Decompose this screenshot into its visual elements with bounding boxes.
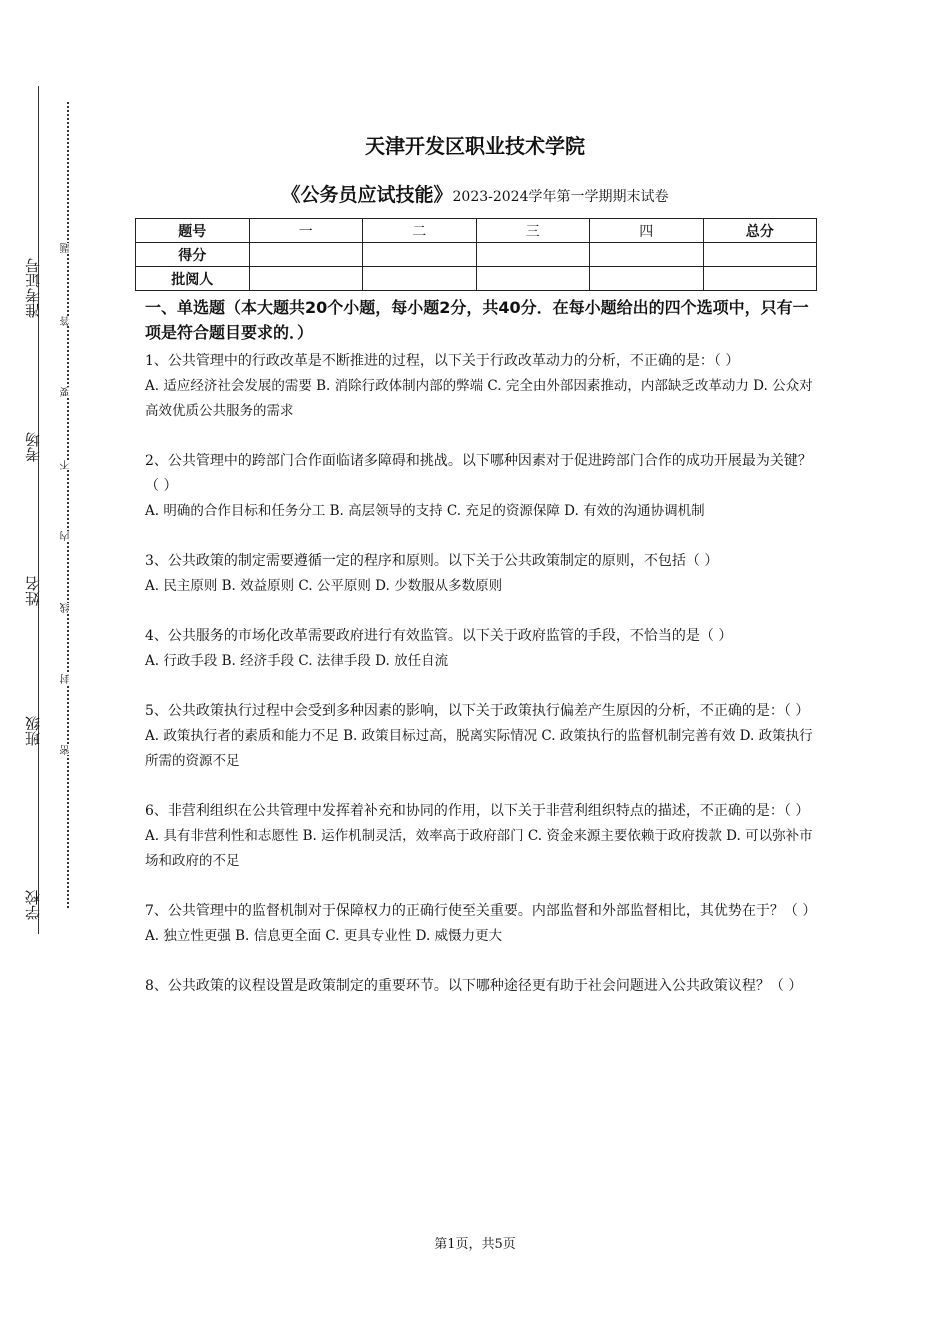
school-title: 天津开发区职业技术学院 (365, 134, 585, 158)
question-options: A. 行政手段 B. 经济手段 C. 法律手段 D. 放任自流 (145, 653, 449, 669)
seal-char: 不 (61, 460, 72, 470)
score-header-cell: 二 (363, 219, 477, 243)
score-cell[interactable] (590, 267, 704, 291)
question-item (145, 899, 815, 949)
exam-room-label: 考场 (24, 432, 42, 462)
score-header-cell: 一 (249, 219, 363, 243)
question-item (145, 624, 815, 674)
course-name: 《公务员应试技能》 (281, 184, 453, 206)
question-options: A. 独立性更强 B. 信息更全面 C. 更具专业性 D. 威慑力更大 (145, 928, 503, 944)
question-options: A. 政策执行者的素质和能力不足 B. 政策目标过高，脱离实际情况 C. 政策执行的监督机制完善有效 D. 政策执行所需的资源不足 (145, 728, 813, 769)
score-cell[interactable] (476, 243, 590, 267)
score-row-label: 批阅人 (136, 267, 250, 291)
score-table-header-row (136, 219, 817, 243)
question-stem: 5、公共政策执行过程中会受到多种因素的影响，以下关于政策执行偏差产生原因的分析，不正确的是：（ ） (145, 703, 810, 719)
question-item (145, 799, 815, 874)
question-stem: 7、公共管理中的监督机制对于保障权力的正确行使至关重要。内部监督和外部监督相比，其优势在于？（ ） (145, 903, 817, 919)
score-header-cell: 总分 (703, 219, 817, 243)
score-cell[interactable] (703, 267, 817, 291)
score-cell[interactable] (249, 267, 363, 291)
exam-subtitle (0, 180, 950, 207)
score-header-cell: 题号 (136, 219, 250, 243)
score-row-label: 得分 (136, 243, 250, 267)
page-footer: 第1页，共5页 (434, 1237, 516, 1252)
seal-char: 密 (61, 745, 72, 755)
question-item (145, 699, 815, 774)
question-item (145, 449, 815, 524)
question-options: A. 适应经济社会发展的需要 B. 消除行政体制内部的弊端 C. 完全由外部因素推动，内部缺乏改革动力 D. 公众对高效优质公共服务的需求 (145, 378, 813, 419)
exam-content (145, 295, 815, 1024)
question-stem: 4、公共服务的市场化改革需要政府进行有效监管。以下关于政府监管的手段，不恰当的是（ ） (145, 628, 733, 644)
seal-char: 答 (61, 316, 72, 326)
school-label: 学校 (24, 890, 42, 920)
question-options: A. 明确的合作目标和任务分工 B. 高层领导的支持 C. 充足的资源保障 D. 有效的沟通协调机制 (145, 503, 705, 519)
score-cell[interactable] (249, 243, 363, 267)
score-cell[interactable] (363, 267, 477, 291)
score-cell[interactable] (590, 243, 704, 267)
question-stem: 2、公共管理中的跨部门合作面临诸多障碍和挑战。以下哪种因素对于促进跨部门合作的成功开展最为关键？（ ） (145, 453, 812, 494)
seal-char: 要 (61, 387, 72, 397)
score-cell[interactable] (363, 243, 477, 267)
seal-dotted-line (67, 102, 69, 908)
question-options: A. 具有非营利性和志愿性 B. 运作机制灵活，效率高于政府部门 C. 资金来源主要依赖于政府拨款 D. 可以弥补市场和政府的不足 (145, 828, 813, 869)
score-cell[interactable] (703, 243, 817, 267)
question-item (145, 549, 815, 599)
seal-char: 线 (61, 603, 72, 613)
question-stem: 3、公共政策的制定需要遵循一定的程序和原则。以下关于公共政策制定的原则，不包括（ ） (145, 553, 719, 569)
score-table-row (136, 267, 817, 291)
class-label: 班级 (24, 716, 42, 746)
score-header-cell: 三 (476, 219, 590, 243)
question-stem: 6、非营利组织在公共管理中发挥着补充和协同的作用，以下关于非营利组织特点的描述，不正确的是：（ ） (145, 803, 810, 819)
score-table (135, 218, 817, 291)
score-table-row (136, 243, 817, 267)
score-header-cell: 四 (590, 219, 704, 243)
name-label: 姓名 (24, 576, 42, 606)
seal-char: 封 (61, 674, 72, 684)
question-stem: 1、公共管理中的行政改革是不断推进的过程，以下关于行政改革动力的分析，不正确的是：（ ） (145, 353, 740, 369)
question-item (145, 349, 815, 424)
seal-char: 内 (61, 531, 72, 541)
section-heading: 一、单选题（本大题共20个小题，每小题2分，共40分．在每小题给出的四个选项中，只有一项是符合题目要求的．） (145, 298, 809, 342)
exam-id-label: 准考证号 (24, 258, 42, 318)
question-stem: 8、公共政策的议程设置是政策制定的重要环节。以下哪种途径更有助于社会问题进入公共政策议程？（ ） (145, 978, 803, 994)
binding-solid-line (38, 86, 39, 934)
seal-char: 题 (61, 243, 72, 253)
score-cell[interactable] (476, 267, 590, 291)
question-options: A. 民主原则 B. 效益原则 C. 公平原则 D. 少数服从多数原则 (145, 578, 503, 594)
term-text: 2023-2024学年第一学期期末试卷 (452, 189, 669, 205)
question-item (145, 974, 815, 999)
